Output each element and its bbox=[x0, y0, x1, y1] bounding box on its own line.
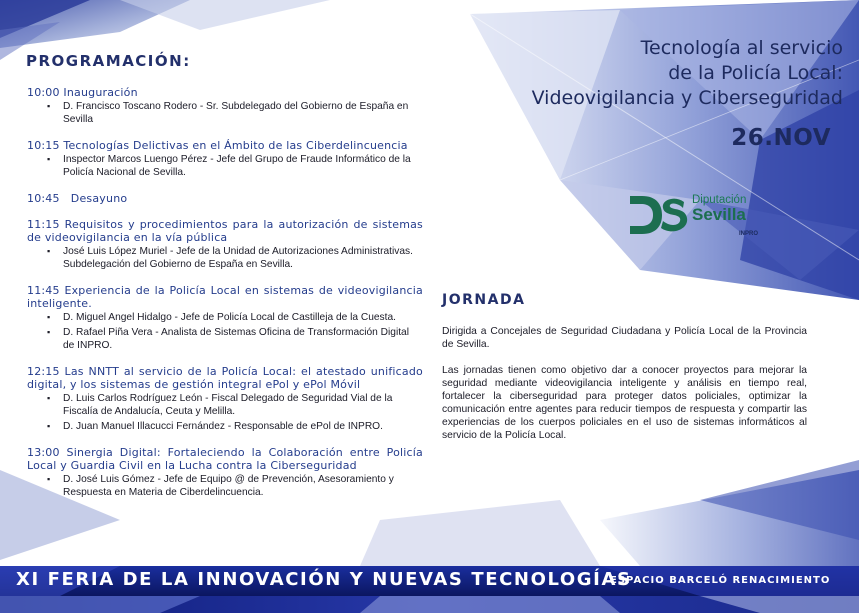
event-title-line: Tecnología al servicio bbox=[640, 37, 843, 59]
program-item bbox=[27, 284, 423, 352]
program-item-name: Desayuno bbox=[70, 192, 128, 205]
program-item-name: Requisitos y procedimientos para la autorización de sistemas de videovigilancia en la vía pública bbox=[27, 218, 423, 244]
footer-venue: ESPACIO BARCELÓ RENACIMIENTO bbox=[610, 575, 831, 586]
program-item bbox=[27, 86, 423, 126]
speaker-list bbox=[27, 392, 423, 433]
speaker-list bbox=[27, 100, 423, 126]
program-item-time: 10:15 bbox=[27, 139, 60, 152]
program-item-name: Las NNTT al servicio de la Policía Local: el atestado unificado digital, y los sistemas de gestión integral ePol y ePol Móvil bbox=[27, 365, 423, 391]
program-item bbox=[27, 218, 423, 271]
program-item-title bbox=[27, 86, 423, 99]
program-item bbox=[27, 139, 423, 179]
speaker-list bbox=[27, 245, 423, 271]
program-item-title bbox=[27, 192, 423, 205]
event-title-line: Videovigilancia y Ciberseguridad bbox=[531, 87, 843, 109]
program-item-time: 11:15 bbox=[27, 218, 60, 231]
program-item-name: Tecnologías Delictivas en el Ámbito de las Ciberdelincuencia bbox=[63, 139, 408, 152]
program-item bbox=[27, 192, 423, 205]
speaker: ▪ D. Juan Manuel Illacucci Fernández - Responsable de ePol de INPRO. bbox=[27, 420, 423, 433]
speaker: ▪ Inspector Marcos Luengo Pérez - Jefe del Grupo de Fraude Informático de la Policía Nacional de Sevilla. bbox=[27, 153, 423, 179]
program-item-time: 10:00 bbox=[27, 86, 60, 99]
program-item-title bbox=[27, 218, 423, 244]
event-title-line: de la Policía Local: bbox=[668, 62, 843, 84]
program-item bbox=[27, 446, 423, 499]
speaker: ▪ D. Rafael Piña Vera - Analista de Sistemas Oficina de Transformación Digital de INPRO. bbox=[27, 326, 423, 352]
program-item-time: 12:15 bbox=[27, 365, 60, 378]
program-item-title bbox=[27, 365, 423, 391]
speaker-list bbox=[27, 153, 423, 179]
speaker: ▪ D. Luis Carlos Rodríguez León - Fiscal Delegado de Seguridad Vial de la Fiscalía de Andalucía, Ceuta y Melilla. bbox=[27, 392, 423, 418]
jornada-paragraph: Dirigida a Concejales de Seguridad Ciudadana y Policía Local de la Provincia de Sevilla. bbox=[442, 326, 807, 350]
dse-logo-icon bbox=[628, 190, 690, 240]
program-item-time: 13:00 bbox=[27, 446, 60, 459]
speaker: ▪ D. José Luis Gómez - Jefe de Equipo @ de Prevención, Asesoramiento y Respuesta en Materia de Ciberdelincuencia. bbox=[27, 473, 423, 499]
diputacion-sevilla-logo bbox=[628, 190, 768, 246]
program-list bbox=[27, 86, 423, 512]
jornada-text bbox=[442, 325, 807, 455]
programacion-title: PROGRAMACIÓN: bbox=[26, 52, 191, 70]
event-title bbox=[443, 36, 843, 111]
program-item-name: Sinergia Digital: Fortaleciendo la Colaboración entre Policía Local y Guardia Civil en la Lucha contra la Ciberseguridad bbox=[27, 446, 423, 472]
speaker: ▪ D. Francisco Toscano Rodero - Sr. Subdelegado del Gobierno de España en Sevilla bbox=[27, 100, 423, 126]
speaker: ▪ José Luis López Muriel - Jefe de la Unidad de Autorizaciones Administrativas. Subdelegación del Gobierno de España en Sevilla. bbox=[27, 245, 423, 271]
event-date: 26.NOV bbox=[731, 125, 831, 151]
program-item-name: Experiencia de la Policía Local en sistemas de videovigilancia inteligente. bbox=[27, 284, 423, 310]
program-item-time: 10:45 bbox=[27, 192, 60, 205]
logo-text-main: Sevilla bbox=[692, 205, 746, 224]
jornada-paragraph: Las jornadas tienen como objetivo dar a conocer proyectos para mejorar la seguridad mediante videovigilancia inteligente y análisis en tiempo real, fortalecer la ciberseguridad para proteger datos policiales, optimizar la comunicación entre agentes para reducir tiempos de respuesta y compartir las experiencias de los cuerpos policiales en el uso de sistemas informáticos al servicio de la Policía Local. bbox=[442, 365, 807, 441]
program-item-title bbox=[27, 284, 423, 310]
logo-text-sub: INPRO bbox=[739, 231, 759, 237]
program-item-name: Inauguración bbox=[63, 86, 138, 99]
program-item-title bbox=[27, 139, 423, 152]
logo-text-top: Diputación bbox=[692, 194, 747, 206]
program-item-title bbox=[27, 446, 423, 472]
jornada-title: JORNADA bbox=[442, 292, 526, 308]
speaker-list bbox=[27, 311, 423, 352]
footer-title: XI FERIA DE LA INNOVACIÓN Y NUEVAS TECNOLOGÍAS bbox=[16, 569, 632, 590]
speaker-list bbox=[27, 473, 423, 499]
program-item-time: 11:45 bbox=[27, 284, 60, 297]
program-item bbox=[27, 365, 423, 433]
speaker: ▪ D. Miguel Angel Hidalgo - Jefe de Policía Local de Castilleja de la Cuesta. bbox=[27, 311, 423, 324]
